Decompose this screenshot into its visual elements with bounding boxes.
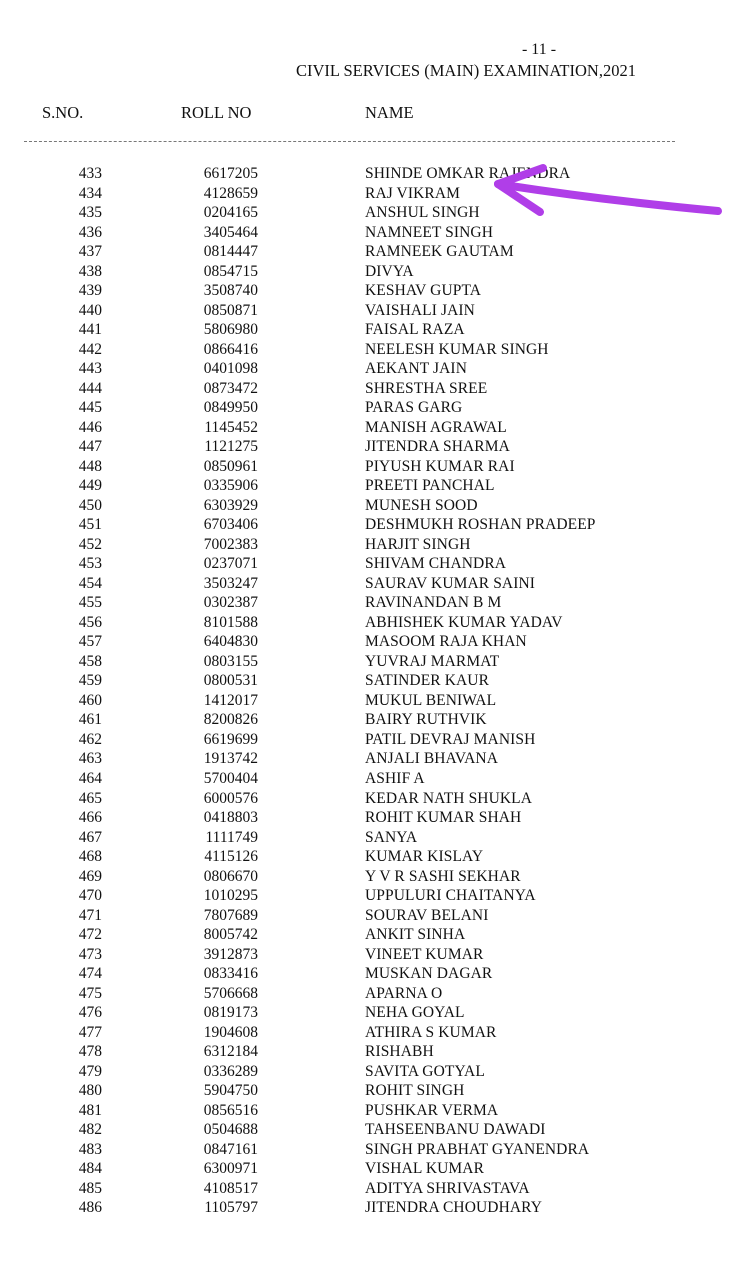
name-cell: VISHAL KUMAR [365,1160,485,1178]
name-cell: ANKIT SINHA [365,926,466,944]
roll-no-cell: 0803155 [203,652,258,670]
roll-no-cell: 0504688 [203,1121,258,1139]
sno-cell: 442 [78,340,102,358]
sno-cell: 479 [78,1062,102,1080]
name-cell: UPPULURI CHAITANYA [365,887,536,905]
table-row [0,1081,747,1101]
document-title: CIVIL SERVICES (MAIN) EXAMINATION,2021 [296,61,636,80]
sno-cell: 483 [78,1140,102,1158]
sno-cell: 448 [78,457,102,475]
table-row [0,535,747,555]
sno-cell: 457 [78,633,102,651]
name-cell: ADITYA SHRIVASTAVA [365,1179,530,1197]
table-row [0,1062,747,1082]
table-row [0,847,747,867]
name-cell: MANISH AGRAWAL [365,418,507,436]
sno-cell: 477 [78,1023,102,1041]
roll-no-cell: 0850961 [203,457,258,475]
sno-cell: 441 [78,321,102,339]
name-cell: SHINDE OMKAR RAJENDRA [365,165,571,182]
roll-no-cell: 1121275 [204,438,258,456]
roll-no-cell: 3508740 [203,282,258,300]
name-cell: ATHIRA S KUMAR [365,1023,497,1041]
roll-no-cell: 0849950 [203,399,258,417]
name-cell: APARNA O [365,984,443,1002]
sno-cell: 444 [78,379,102,397]
table-row [0,340,747,360]
roll-no-cell: 1412017 [203,691,258,709]
sno-cell: 437 [78,243,102,261]
sno-cell: 450 [78,496,102,514]
name-cell: DESHMUKH ROSHAN PRADEEP [365,516,596,534]
table-row [0,359,747,379]
roll-no-cell: 6619699 [203,730,258,748]
name-cell: RAVINANDAN B M [365,594,502,612]
sno-cell: 478 [78,1043,102,1061]
roll-no-cell: 8101588 [203,613,258,631]
sno-cell: 453 [78,555,102,573]
name-cell: BAIRY RUTHVIK [365,711,487,729]
name-cell: SANYA [365,828,418,846]
name-cell: DIVYA [365,262,414,280]
table-row [0,828,747,848]
name-cell: RISHABH [365,1043,434,1061]
roll-no-cell: 6617205 [203,165,258,182]
column-header-name: NAME [365,103,414,122]
name-cell: MUKUL BENIWAL [365,691,497,709]
table-row [0,652,747,672]
name-cell: KUMAR KISLAY [365,848,484,866]
table-row [0,808,747,828]
roll-no-cell: 5904750 [203,1082,258,1100]
roll-no-cell: 0336289 [203,1062,258,1080]
table-row [0,984,747,1004]
name-cell: HARJIT SINGH [365,535,471,553]
table-row [0,1159,747,1179]
sno-cell: 466 [78,809,102,827]
roll-no-cell: 0854715 [203,262,258,280]
sno-cell: 447 [78,438,102,456]
roll-no-cell: 3912873 [203,945,258,963]
name-cell: SHRESTHA SREE [365,379,488,397]
roll-no-cell: 0847161 [203,1140,258,1158]
sno-cell: 460 [78,691,102,709]
sno-cell: 433 [78,165,102,182]
roll-no-cell: 4108517 [203,1179,258,1197]
roll-no-cell: 1010295 [203,887,258,905]
table-row [0,457,747,477]
table-row [0,398,747,418]
sno-cell: 485 [78,1179,102,1197]
sno-cell: 468 [78,848,102,866]
name-cell: PIYUSH KUMAR RAI [365,457,515,475]
roll-no-cell: 0237071 [203,555,258,573]
roll-no-cell: 0800531 [203,672,258,690]
name-cell: NEELESH KUMAR SINGH [365,340,549,358]
table-row [0,906,747,926]
name-cell: SAVITA GOTYAL [365,1062,485,1080]
results-table [0,164,747,1218]
sno-cell: 469 [78,867,102,885]
sno-cell: 476 [78,1004,102,1022]
roll-no-cell: 0401098 [203,360,258,378]
roll-no-cell: 0850871 [203,301,258,319]
name-cell: ROHIT KUMAR SHAH [365,809,522,827]
sno-cell: 486 [78,1199,102,1217]
table-row [0,964,747,984]
roll-no-cell: 7002383 [203,535,258,553]
name-cell: ANJALI BHAVANA [365,750,499,768]
sno-cell: 446 [78,418,102,436]
name-cell: JITENDRA CHOUDHARY [365,1199,543,1217]
table-row [0,1179,747,1199]
roll-no-cell: 6404830 [203,633,258,651]
table-row [0,437,747,457]
sno-cell: 481 [78,1101,102,1119]
name-cell: ROHIT SINGH [365,1082,465,1100]
roll-no-cell: 0204165 [203,204,258,222]
name-cell: SAURAV KUMAR SAINI [365,574,536,592]
name-cell: PREETI PANCHAL [365,477,495,495]
sno-cell: 467 [78,828,102,846]
table-row [0,867,747,887]
roll-no-cell: 4128659 [203,184,258,202]
roll-no-cell: 3503247 [203,574,258,592]
name-cell: YUVRAJ MARMAT [365,652,500,670]
table-row [0,945,747,965]
sno-cell: 465 [78,789,102,807]
name-cell: NEHA GOYAL [365,1004,465,1022]
table-row [0,203,747,223]
roll-no-cell: 0335906 [203,477,258,495]
sno-cell: 473 [78,945,102,963]
sno-cell: 440 [78,301,102,319]
name-cell: MUSKAN DAGAR [365,965,493,983]
table-row [0,320,747,340]
sno-cell: 480 [78,1082,102,1100]
sno-cell: 470 [78,887,102,905]
sno-cell: 475 [78,984,102,1002]
roll-no-cell: 8200826 [203,711,258,729]
roll-no-cell: 0819173 [203,1004,258,1022]
roll-no-cell: 5706668 [203,984,258,1002]
name-cell: SATINDER KAUR [365,672,490,690]
roll-no-cell: 6703406 [203,516,258,534]
table-row [0,242,747,262]
table-row [0,593,747,613]
table-row [0,281,747,301]
roll-no-cell: 1111749 [205,828,258,846]
column-header-sno: S.NO. [42,103,84,122]
table-row [0,418,747,438]
name-cell: Y V R SASHI SEKHAR [365,867,521,885]
table-row [0,1198,747,1218]
name-cell: MUNESH SOOD [365,496,478,514]
sno-cell: 443 [78,360,102,378]
roll-no-cell: 5700404 [203,769,258,787]
table-row [0,223,747,243]
table-row [0,301,747,321]
table-row [0,1042,747,1062]
table-row [0,164,747,184]
sno-cell: 456 [78,613,102,631]
sno-cell: 482 [78,1121,102,1139]
table-row [0,789,747,809]
table-row [0,632,747,652]
table-row [0,574,747,594]
name-cell: ANSHUL SINGH [365,204,480,222]
sno-cell: 474 [78,965,102,983]
roll-no-cell: 7807689 [203,906,258,924]
name-cell: ABHISHEK KUMAR YADAV [365,613,563,631]
name-cell: ASHIF A [365,769,425,787]
name-cell: KESHAV GUPTA [365,282,482,300]
roll-no-cell: 8005742 [203,926,258,944]
sno-cell: 484 [78,1160,102,1178]
roll-no-cell: 0806670 [203,867,258,885]
name-cell: RAJ VIKRAM [365,184,461,202]
name-cell: VINEET KUMAR [365,945,484,963]
roll-no-cell: 0866416 [203,340,258,358]
roll-no-cell: 6312184 [203,1043,258,1061]
name-cell: PATIL DEVRAJ MANISH [365,730,536,748]
name-cell: PARAS GARG [365,399,463,417]
table-row [0,925,747,945]
page-number: - 11 - [521,41,557,58]
table-row [0,554,747,574]
roll-no-cell: 1913742 [203,750,258,768]
table-row [0,769,747,789]
column-header-roll-no: ROLL NO [181,103,252,122]
table-row [0,691,747,711]
name-cell: FAISAL RAZA [365,321,465,339]
roll-no-cell: 0873472 [203,379,258,397]
table-row [0,1101,747,1121]
table-row [0,1120,747,1140]
table-row [0,1140,747,1160]
sno-cell: 434 [78,184,102,202]
name-cell: AEKANT JAIN [365,360,467,378]
sno-cell: 445 [78,399,102,417]
table-row [0,886,747,906]
table-row [0,710,747,730]
sno-cell: 462 [78,730,102,748]
roll-no-cell: 0814447 [203,243,258,261]
sno-cell: 458 [78,652,102,670]
sno-cell: 452 [78,535,102,553]
sno-cell: 439 [78,282,102,300]
table-row [0,515,747,535]
table-row [0,379,747,399]
table-row [0,749,747,769]
roll-no-cell: 1145452 [204,418,258,436]
name-cell: SINGH PRABHAT GYANENDRA [365,1140,590,1158]
roll-no-cell: 6000576 [203,789,258,807]
sno-cell: 471 [78,906,102,924]
sno-cell: 459 [78,672,102,690]
sno-cell: 472 [78,926,102,944]
name-cell: TAHSEENBANU DAWADI [365,1121,546,1139]
sno-cell: 461 [78,711,102,729]
sno-cell: 454 [78,574,102,592]
table-row [0,671,747,691]
name-cell: VAISHALI JAIN [365,301,475,319]
sno-cell: 455 [78,594,102,612]
sno-cell: 451 [78,516,102,534]
sno-cell: 438 [78,262,102,280]
table-row [0,262,747,282]
name-cell: KEDAR NATH SHUKLA [365,789,533,807]
roll-no-cell: 1904608 [203,1023,258,1041]
name-cell: JITENDRA SHARMA [365,438,510,456]
name-cell: PUSHKAR VERMA [365,1101,499,1119]
name-cell: RAMNEEK GAUTAM [365,243,514,261]
roll-no-cell: 6303929 [203,496,258,514]
table-row [0,613,747,633]
roll-no-cell: 0302387 [203,594,258,612]
roll-no-cell: 0856516 [203,1101,258,1119]
sno-cell: 449 [78,477,102,495]
sno-cell: 463 [78,750,102,768]
table-row [0,730,747,750]
table-row [0,1003,747,1023]
table-row [0,496,747,516]
table-row [0,476,747,496]
roll-no-cell: 0833416 [203,965,258,983]
name-cell: SHIVAM CHANDRA [365,555,507,573]
roll-no-cell: 0418803 [203,809,258,827]
name-cell: SOURAV BELANI [365,906,489,924]
roll-no-cell: 1105797 [204,1199,258,1217]
roll-no-cell: 4115126 [204,848,258,866]
roll-no-cell: 5806980 [203,321,258,339]
roll-no-cell: 3405464 [203,223,258,241]
table-row [0,184,747,204]
roll-no-cell: 6300971 [203,1160,258,1178]
name-cell: NAMNEET SINGH [365,223,494,241]
sno-cell: 464 [78,769,102,787]
name-cell: MASOOM RAJA KHAN [365,633,527,651]
header-divider [24,141,675,142]
sno-cell: 436 [78,223,102,241]
sno-cell: 435 [78,204,102,222]
table-row [0,1023,747,1043]
